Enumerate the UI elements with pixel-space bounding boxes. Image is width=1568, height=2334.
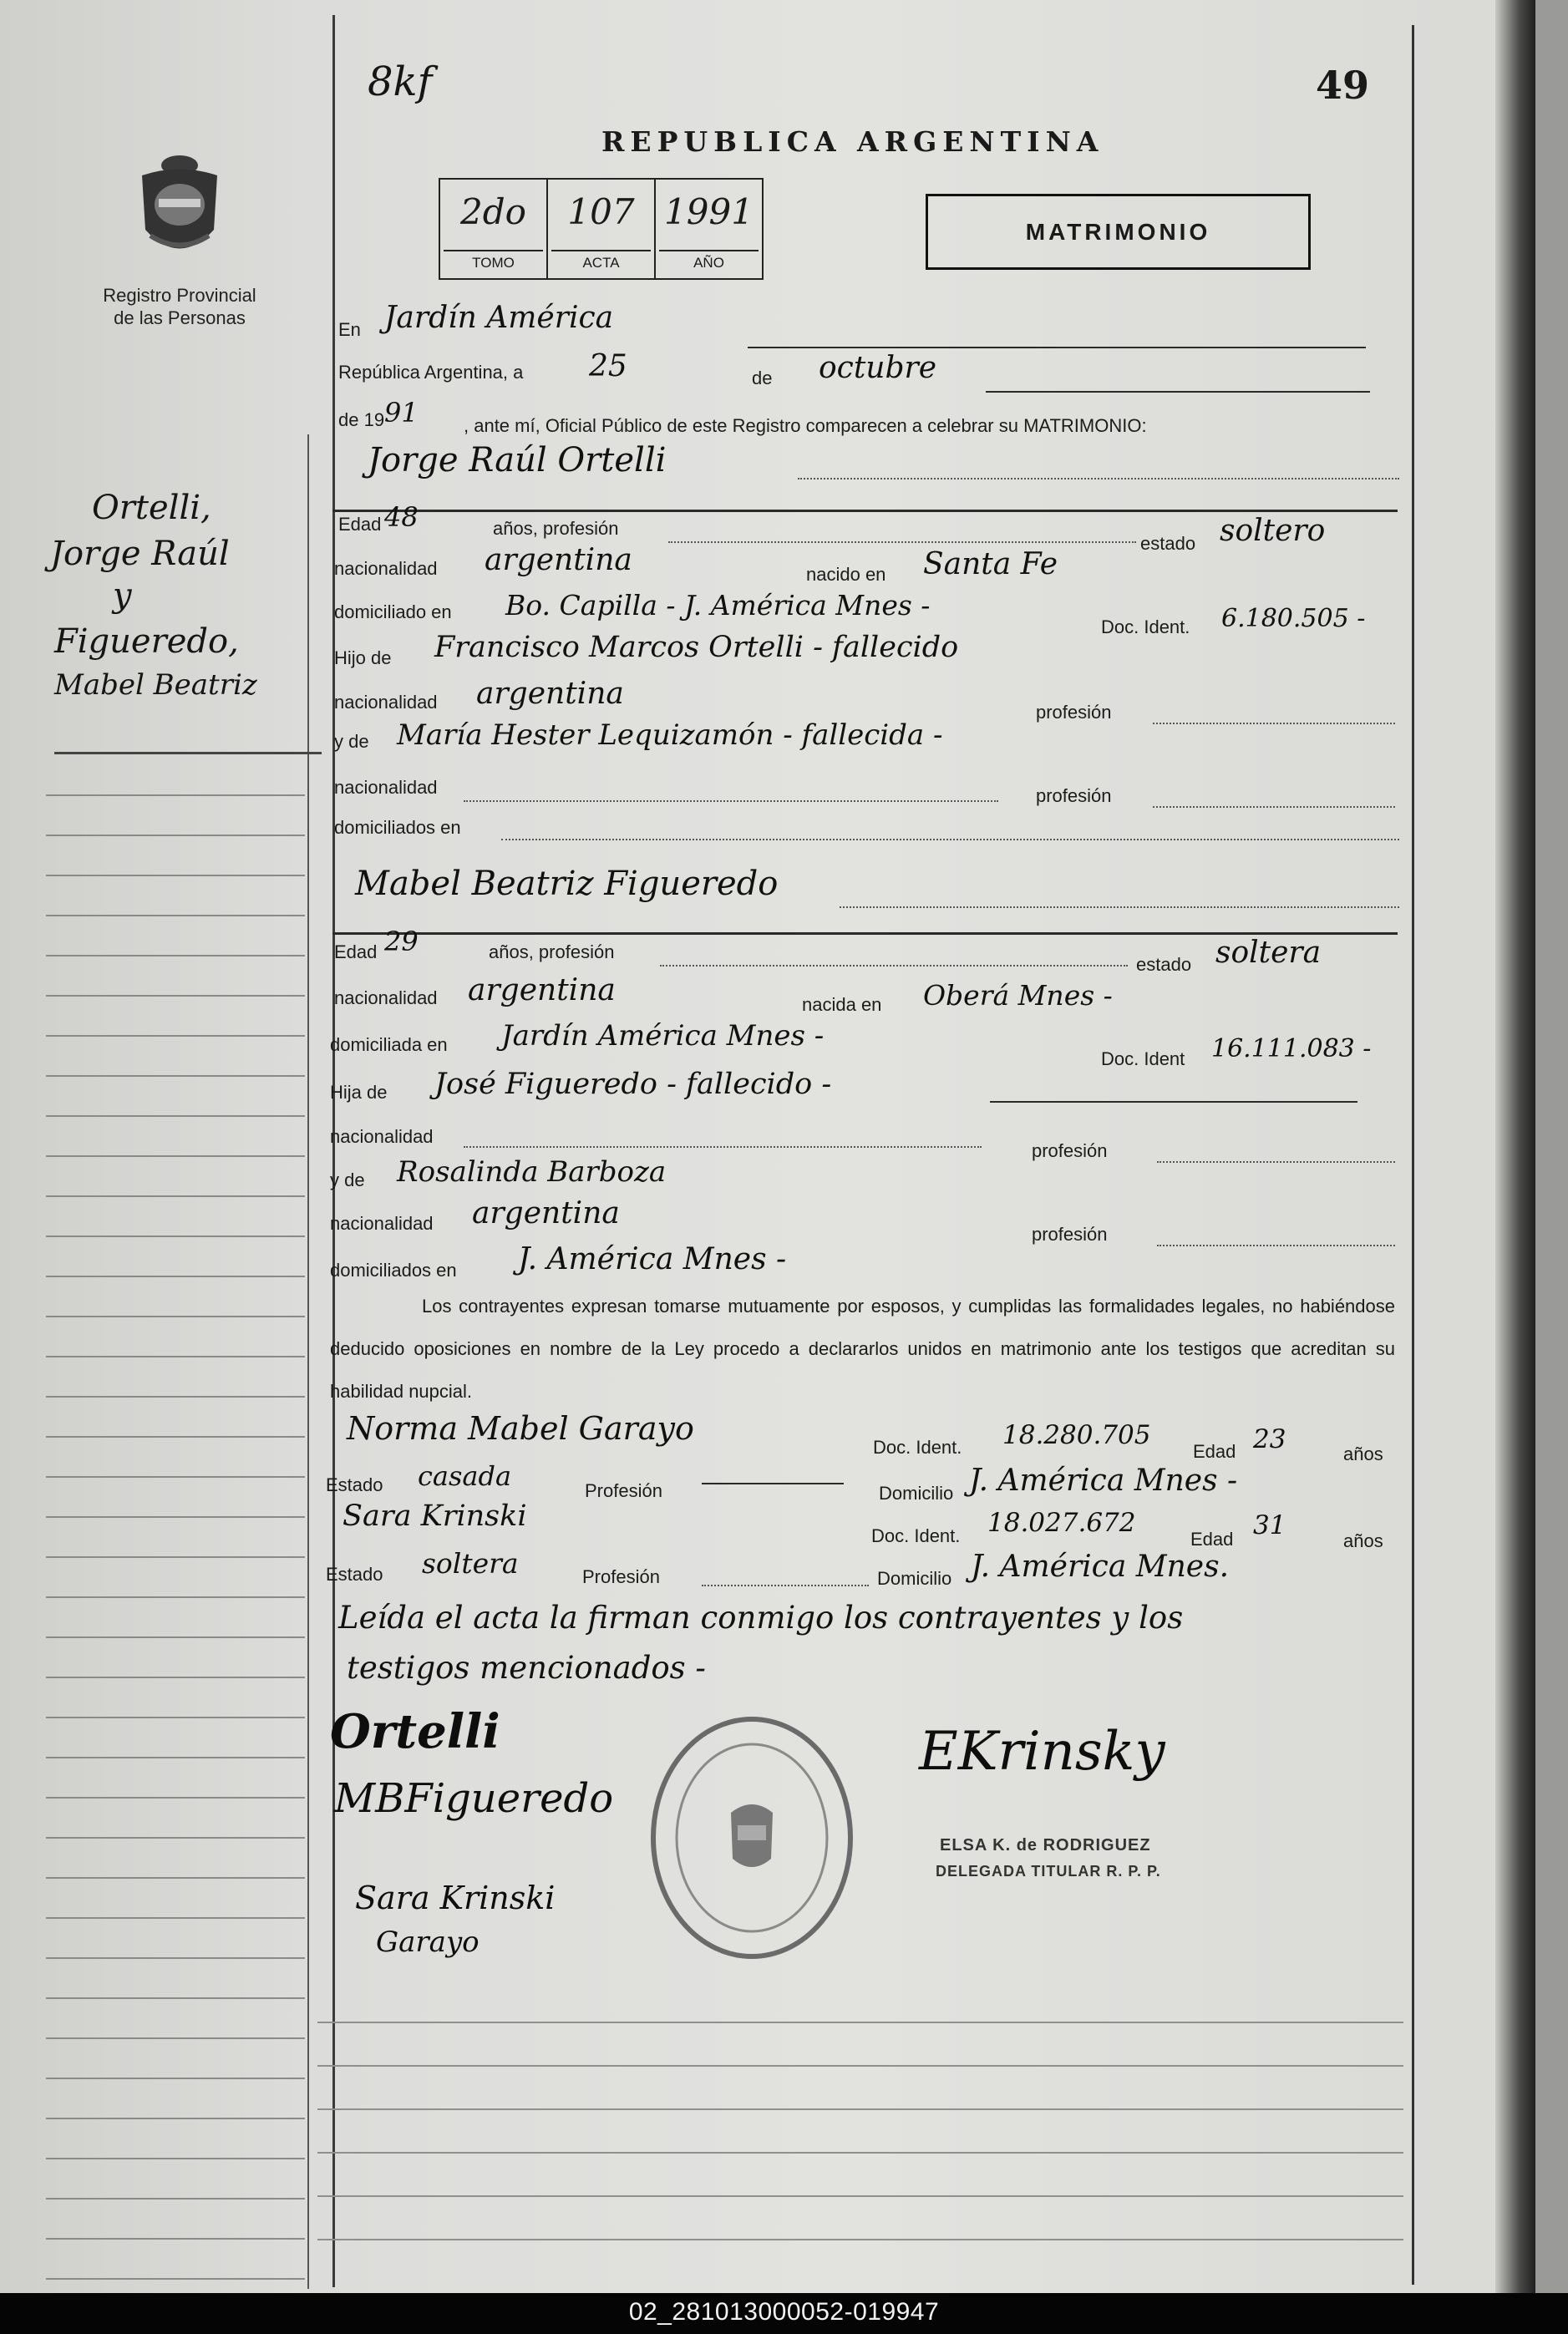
groom-anos-profesion-label: años, profesión (493, 518, 619, 539)
groom-estado-label: estado (1140, 533, 1196, 554)
bride-anos-profesion-label: años, profesión (489, 941, 615, 962)
bride-father-prof-line (1157, 1161, 1395, 1163)
official-name: ELSA K. de RODRIGUEZ (940, 1836, 1151, 1855)
month-value: octubre (819, 351, 937, 385)
country-date-label: República Argentina, a (338, 362, 524, 383)
groom-doc-label: Doc. Ident. (1101, 616, 1190, 637)
de-label: de (752, 368, 773, 388)
signature-bride: MBFigueredo (334, 1775, 614, 1822)
acta-label: ACTA (551, 250, 651, 275)
groom-birthplace: Santa Fe (923, 547, 1058, 581)
bride-age: 29 (384, 926, 419, 957)
provincial-seal-icon (134, 142, 226, 267)
bride-parents-dom-label: domiciliados en (330, 1260, 457, 1281)
witness1-age: 23 (1253, 1424, 1286, 1454)
witness1-domicilio-label: Domicilio (879, 1483, 954, 1504)
bride-nacionalidad-label: nacionalidad (334, 987, 438, 1008)
bride-parents-domicile: J. América Mnes - (518, 1242, 787, 1276)
groom-hijo-label: Hijo de (334, 647, 392, 668)
day-value: 25 (589, 349, 627, 383)
bride-hija-label: Hija de (330, 1082, 388, 1103)
witness1-doc: 18.280.705 (1002, 1420, 1151, 1450)
witness1-estado: casada (418, 1460, 512, 1492)
signature-official: EKrinsky (919, 1721, 1165, 1783)
witness2-name: Sara Krinski (343, 1499, 527, 1533)
groom-parents-dom-line (501, 839, 1399, 840)
groom-mother-prof-line (1153, 806, 1395, 808)
act-type-box: MATRIMONIO (926, 194, 1311, 270)
bride-mother: Rosalinda Barboza (397, 1155, 667, 1189)
witness1-anos-label: años (1343, 1444, 1383, 1464)
groom-father-prof-line (1153, 723, 1395, 724)
witness2-estado: soltera (422, 1547, 519, 1580)
declaration-text: Los contrayentes expresan tomarse mutuamente por esposos, y cumplidas las formalidades legales, no habiéndose deducido oposiciones en nombre de la Ley procedo a declararlos unidos en matrimonio ante los testigos que acreditan su habilidad nupcial. (330, 1296, 1395, 1402)
margin-note-line4: Figueredo, (54, 622, 239, 661)
groom-father-prof-label: profesión (1036, 702, 1112, 723)
witness2-age: 31 (1253, 1510, 1286, 1540)
groom-name-line (798, 478, 1399, 479)
ano-value: 1991 (664, 191, 754, 232)
bride-nacida-label: nacida en (802, 994, 882, 1015)
witness1-profesion-label: Profesión (585, 1480, 662, 1501)
office-label (75, 284, 284, 329)
bride-father-nat-label: nacionalidad (330, 1126, 434, 1147)
margin-divider-inner (307, 434, 309, 2289)
margin-note-line1: Ortelli, (92, 489, 211, 527)
bride-birthplace: Oberá Mnes - (923, 979, 1113, 1012)
tomo-cell (440, 180, 548, 278)
month-line (986, 391, 1370, 393)
margin-note-line2: Jorge Raúl (50, 535, 230, 573)
margin-note-line3: y (113, 576, 132, 615)
margin-divider (332, 15, 335, 2287)
bride-domicile: Jardín América Mnes - (501, 1019, 825, 1053)
ano-label: AÑO (659, 250, 759, 275)
groom-parents-dom-label: domiciliados en (334, 817, 461, 838)
bride-profesion-line (660, 965, 1128, 967)
witness1-profesion-line (702, 1483, 844, 1484)
witness1-domicile: J. América Mnes - (969, 1464, 1238, 1498)
groom-domiciliado-label: domiciliado en (334, 601, 452, 622)
bride-name: Mabel Beatriz Figueredo (355, 865, 779, 903)
page-number: 49 (1316, 63, 1370, 108)
groom-father-nationality: argentina (476, 677, 624, 711)
bride-doc: 16.111.083 - (1211, 1034, 1372, 1063)
office-label-line1: Registro Provincial (103, 285, 256, 306)
year-suffix: 91 (384, 397, 419, 429)
groom-nacido-label: nacido en (806, 564, 886, 585)
witness2-doc: 18.027.672 (987, 1508, 1136, 1538)
bride-yde-label: y de (330, 1170, 365, 1190)
witness2-profesion-line (702, 1585, 869, 1586)
file-caption: 02_281013000052-019947 (628, 2298, 940, 2326)
margin-note-line5: Mabel Beatriz (54, 668, 257, 702)
groom-mother-prof-label: profesión (1036, 785, 1112, 806)
groom-mother-nat-label: nacionalidad (334, 777, 438, 798)
groom-yde-label: y de (334, 731, 369, 752)
bride-estado-label: estado (1136, 954, 1192, 975)
signature-witness1: Garayo (376, 1926, 480, 1959)
bride-mother-nat-label: nacionalidad (330, 1213, 434, 1234)
groom-mother-nat-line (464, 800, 998, 802)
bride-doc-label: Doc. Ident (1101, 1048, 1185, 1069)
act-reference-box (439, 178, 764, 280)
bride-nationality: argentina (468, 973, 616, 1007)
witness1-name: Norma Mabel Garayo (347, 1410, 694, 1447)
ano-cell (656, 180, 762, 278)
bride-father-prof-label: profesión (1032, 1140, 1108, 1161)
witness2-estado-label: Estado (326, 1564, 383, 1585)
signature-groom: Ortelli (330, 1704, 500, 1759)
closing-line2: testigos mencionados - (347, 1650, 706, 1686)
witness1-edad-label: Edad (1193, 1441, 1236, 1462)
place-value: Jardín América (384, 301, 614, 335)
lower-ruled-lines (317, 1980, 1403, 2281)
official-stamp-icon (647, 1712, 856, 1963)
reference-note: 8kf (368, 58, 433, 105)
en-label: En (338, 319, 361, 340)
country-title: REPUBLICA ARGENTINA (601, 125, 1104, 158)
groom-edad-label: Edad (338, 514, 382, 535)
bride-mother-prof-label: profesión (1032, 1224, 1108, 1245)
page-right-rule (1412, 25, 1414, 2285)
groom-age: 48 (384, 501, 419, 533)
tomo-label: TOMO (444, 250, 543, 275)
bride-father-nat-line (464, 1146, 982, 1148)
bride-father-line (990, 1101, 1357, 1103)
groom-estado: soltero (1220, 514, 1326, 548)
groom-doc: 6.180.505 - (1221, 604, 1366, 633)
bride-section-rule (332, 932, 1398, 935)
witness1-estado-label: Estado (326, 1474, 383, 1495)
bride-estado: soltera (1215, 936, 1322, 970)
tomo-value: 2do (460, 191, 526, 232)
witness2-doc-label: Doc. Ident. (871, 1525, 961, 1546)
groom-domicile: Bo. Capilla - J. América Mnes - (505, 589, 931, 622)
witness2-edad-label: Edad (1190, 1529, 1234, 1550)
bride-name-line (840, 906, 1399, 908)
year-label-a: de 19 (338, 409, 385, 430)
groom-nacionalidad-label: nacionalidad (334, 558, 438, 579)
witness2-profesion-label: Profesión (582, 1566, 660, 1587)
year-label-b: , ante mí, Oficial Público de este Registro comparecen a celebrar su MATRIMONIO: (464, 415, 1147, 436)
official-title: DELEGADA TITULAR R. P. P. (936, 1863, 1161, 1880)
bride-domiciliada-label: domiciliada en (330, 1034, 448, 1055)
bride-mother-prof-line (1157, 1245, 1395, 1246)
office-label-line2: de las Personas (114, 307, 246, 328)
groom-father-nat-label: nacionalidad (334, 692, 438, 713)
witness2-domicile: J. América Mnes. (971, 1550, 1230, 1584)
groom-father: Francisco Marcos Ortelli - fallecido (434, 631, 959, 664)
margin-note-separator (54, 752, 322, 754)
witness1-doc-label: Doc. Ident. (873, 1437, 962, 1458)
groom-mother: María Hester Lequizamón - fallecida - (397, 718, 943, 752)
groom-section-rule (332, 510, 1398, 512)
acta-cell (548, 180, 656, 278)
acta-value: 107 (567, 191, 635, 232)
bride-edad-label: Edad (334, 941, 378, 962)
closing-line1: Leída el acta la firman conmigo los contrayentes y los (338, 1600, 1184, 1636)
witness2-domicilio-label: Domicilio (877, 1568, 952, 1589)
signature-witness2: Sara Krinski (355, 1880, 556, 1916)
groom-profesion-line (668, 541, 1136, 543)
bride-mother-nationality: argentina (472, 1196, 620, 1230)
book-edge (1495, 0, 1535, 2293)
witness2-anos-label: años (1343, 1530, 1383, 1551)
margin-ruled-lines (46, 756, 305, 2285)
groom-name: Jorge Raúl Ortelli (368, 441, 667, 479)
groom-nationality: argentina (485, 543, 632, 577)
bride-father: José Figueredo - fallecido - (434, 1068, 832, 1101)
place-line (748, 347, 1366, 348)
